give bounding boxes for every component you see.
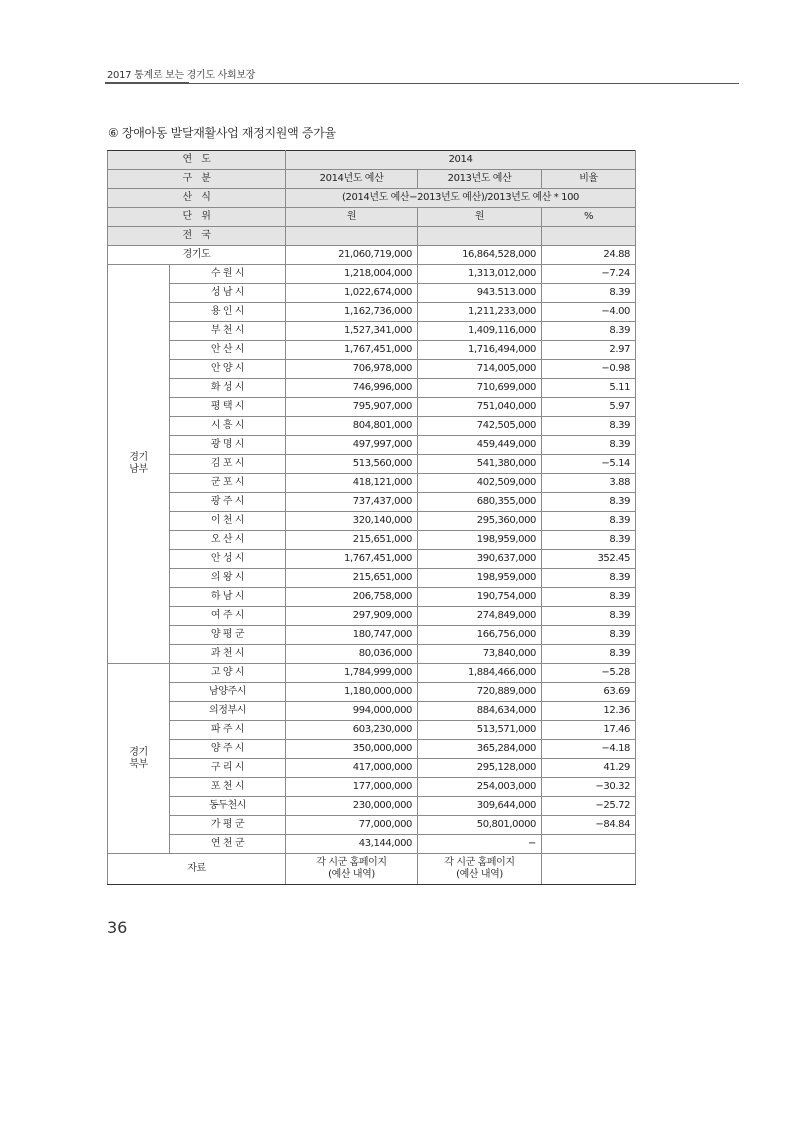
budget-2014: 180,747,000 [286, 626, 418, 645]
table-row [108, 759, 636, 778]
growth-rate: −25.72 [542, 797, 636, 816]
budget-2014: 77,000,000 [286, 816, 418, 835]
growth-rate: −0.98 [542, 360, 636, 379]
city-name: 파 주 시 [170, 721, 286, 740]
growth-rate: −84.84 [542, 816, 636, 835]
header-value: 2014 [286, 151, 636, 170]
budget-2014: 1,180,000,000 [286, 683, 418, 702]
budget-2014: 994,000,000 [286, 702, 418, 721]
province-name: 경기도 [108, 246, 286, 265]
table-row [108, 740, 636, 759]
city-name: 광 주 시 [170, 493, 286, 512]
header-cell [286, 227, 418, 246]
budget-2014: 706,978,000 [286, 360, 418, 379]
growth-rate: 8.39 [542, 417, 636, 436]
table-row [108, 360, 636, 379]
city-name: 안 산 시 [170, 341, 286, 360]
header-rule [105, 82, 189, 84]
budget-2013: 1,716,494,000 [418, 341, 542, 360]
page-number: 36 [107, 918, 128, 937]
header-label: 단 위 [108, 208, 286, 227]
city-name: 김 포 시 [170, 455, 286, 474]
budget-2014: 1,767,451,000 [286, 341, 418, 360]
header-cell: 2014년도 예산 [286, 170, 418, 189]
budget-2013: 16,864,528,000 [418, 246, 542, 265]
table-row [108, 265, 636, 284]
city-name: 의 왕 시 [170, 569, 286, 588]
budget-2013: 295,360,000 [418, 512, 542, 531]
city-name: 안 양 시 [170, 360, 286, 379]
header-row-unit [108, 208, 636, 227]
budget-2013: 459,449,000 [418, 436, 542, 455]
table-row [108, 778, 636, 797]
budget-2014: 497,997,000 [286, 436, 418, 455]
budget-2013: − [418, 835, 542, 854]
budget-2014: 43,144,000 [286, 835, 418, 854]
table-row [108, 379, 636, 398]
budget-2013: 166,756,000 [418, 626, 542, 645]
city-name: 군 포 시 [170, 474, 286, 493]
city-name: 구 리 시 [170, 759, 286, 778]
growth-rate: 8.39 [542, 531, 636, 550]
table-row [108, 607, 636, 626]
budget-2014: 1,527,341,000 [286, 322, 418, 341]
growth-rate: 8.39 [542, 607, 636, 626]
table-row [108, 436, 636, 455]
city-name: 시 흥 시 [170, 417, 286, 436]
growth-rate: 8.39 [542, 626, 636, 645]
budget-2013: 295,128,000 [418, 759, 542, 778]
header-row-nation [108, 227, 636, 246]
city-name: 의정부시 [170, 702, 286, 721]
source-row [108, 854, 636, 885]
growth-rate: 3.88 [542, 474, 636, 493]
city-name: 남양주시 [170, 683, 286, 702]
budget-2014: 320,140,000 [286, 512, 418, 531]
budget-2014: 1,218,004,000 [286, 265, 418, 284]
city-name: 하 남 시 [170, 588, 286, 607]
section-title: ⑥ 장애아동 발달재활사업 재정지원액 증가율 [108, 126, 336, 140]
city-name: 동두천시 [170, 797, 286, 816]
table-row [108, 683, 636, 702]
city-name: 연 천 군 [170, 835, 286, 854]
budget-2014: 206,758,000 [286, 588, 418, 607]
header-cell: 원 [286, 208, 418, 227]
table-row [108, 341, 636, 360]
city-name: 안 성 시 [170, 550, 286, 569]
city-name: 광 명 시 [170, 436, 286, 455]
header-cell [542, 227, 636, 246]
growth-rate: 352.45 [542, 550, 636, 569]
growth-rate: 2.97 [542, 341, 636, 360]
budget-2014: 795,907,000 [286, 398, 418, 417]
budget-2014: 737,437,000 [286, 493, 418, 512]
budget-2013: 198,959,000 [418, 531, 542, 550]
region-group-label: 경기 북부 [108, 664, 170, 854]
budget-2013: 402,509,000 [418, 474, 542, 493]
source-cell: 각 시군 홈페이지 (예산 내역) [418, 854, 542, 885]
budget-2013: 1,884,466,000 [418, 664, 542, 683]
growth-rate: −30.32 [542, 778, 636, 797]
table-row [108, 626, 636, 645]
budget-2013: 254,003,000 [418, 778, 542, 797]
budget-2014: 230,000,000 [286, 797, 418, 816]
budget-2014: 804,801,000 [286, 417, 418, 436]
province-row [108, 246, 636, 265]
growth-rate [542, 835, 636, 854]
budget-2013: 390,637,000 [418, 550, 542, 569]
budget-2013: 190,754,000 [418, 588, 542, 607]
city-name: 평 택 시 [170, 398, 286, 417]
budget-2014: 215,651,000 [286, 531, 418, 550]
growth-rate: 12.36 [542, 702, 636, 721]
budget-2013: 541,380,000 [418, 455, 542, 474]
growth-rate: 5.11 [542, 379, 636, 398]
growth-rate: 8.39 [542, 436, 636, 455]
budget-2014: 513,560,000 [286, 455, 418, 474]
growth-rate: 63.69 [542, 683, 636, 702]
header-cell: 2013년도 예산 [418, 170, 542, 189]
growth-rate: 41.29 [542, 759, 636, 778]
growth-rate: −5.28 [542, 664, 636, 683]
growth-rate: 5.97 [542, 398, 636, 417]
header-label: 전 국 [108, 227, 286, 246]
budget-2013: 73,840,000 [418, 645, 542, 664]
growth-rate: 8.39 [542, 588, 636, 607]
city-name: 양 평 군 [170, 626, 286, 645]
budget-2014: 603,230,000 [286, 721, 418, 740]
table-row [108, 417, 636, 436]
budget-2014: 1,784,999,000 [286, 664, 418, 683]
budget-2013: 1,409,116,000 [418, 322, 542, 341]
running-head: 2017 통계로 보는 경기도 사회보장 [107, 70, 256, 81]
table-row [108, 303, 636, 322]
budget-2014: 21,060,719,000 [286, 246, 418, 265]
table-row [108, 569, 636, 588]
growth-rate: 24.88 [542, 246, 636, 265]
table-row [108, 455, 636, 474]
table-row [108, 835, 636, 854]
growth-rate: −4.18 [542, 740, 636, 759]
region-group-label: 경기 남부 [108, 265, 170, 664]
growth-rate: 8.39 [542, 512, 636, 531]
table-row [108, 797, 636, 816]
table-row [108, 531, 636, 550]
growth-rate: −4.00 [542, 303, 636, 322]
header-row-year [108, 151, 636, 170]
growth-rate: 8.39 [542, 645, 636, 664]
budget-2014: 1,767,451,000 [286, 550, 418, 569]
header-value: (2014년도 예산−2013년도 예산)/2013년도 예산 * 100 [286, 189, 636, 208]
city-name: 성 남 시 [170, 284, 286, 303]
budget-2014: 1,162,736,000 [286, 303, 418, 322]
growth-rate: 8.39 [542, 284, 636, 303]
city-name: 이 천 시 [170, 512, 286, 531]
city-name: 가 평 군 [170, 816, 286, 835]
budget-2013: 198,959,000 [418, 569, 542, 588]
header-cell: 비율 [542, 170, 636, 189]
city-name: 여 주 시 [170, 607, 286, 626]
city-name: 부 천 시 [170, 322, 286, 341]
budget-2013: 884,634,000 [418, 702, 542, 721]
budget-2014: 1,022,674,000 [286, 284, 418, 303]
table-row [108, 816, 636, 835]
city-name: 과 천 시 [170, 645, 286, 664]
table-row [108, 512, 636, 531]
source-cell: 각 시군 홈페이지 (예산 내역) [286, 854, 418, 885]
city-name: 양 주 시 [170, 740, 286, 759]
budget-2014: 350,000,000 [286, 740, 418, 759]
growth-rate: 17.46 [542, 721, 636, 740]
budget-2013: 742,505,000 [418, 417, 542, 436]
header-cell [418, 227, 542, 246]
budget-2014: 297,909,000 [286, 607, 418, 626]
table-row [108, 284, 636, 303]
header-row-type [108, 170, 636, 189]
table-row [108, 474, 636, 493]
header-cell: 원 [418, 208, 542, 227]
table-row [108, 588, 636, 607]
budget-2013: 710,699,000 [418, 379, 542, 398]
budget-2013: 943.513.000 [418, 284, 542, 303]
growth-rate: 8.39 [542, 322, 636, 341]
table-row [108, 493, 636, 512]
table-row [108, 702, 636, 721]
table-row [108, 550, 636, 569]
budget-2014: 417,000,000 [286, 759, 418, 778]
header-row-formula [108, 189, 636, 208]
city-name: 용 인 시 [170, 303, 286, 322]
budget-2013: 50,801,0000 [418, 816, 542, 835]
budget-2013: 513,571,000 [418, 721, 542, 740]
city-name: 수 원 시 [170, 265, 286, 284]
budget-2013: 365,284,000 [418, 740, 542, 759]
header-label: 구 분 [108, 170, 286, 189]
budget-2014: 215,651,000 [286, 569, 418, 588]
budget-2013: 1,313,012,000 [418, 265, 542, 284]
source-cell [542, 854, 636, 885]
header-label: 연 도 [108, 151, 286, 170]
budget-2013: 680,355,000 [418, 493, 542, 512]
table-row [108, 398, 636, 417]
budget-2014: 177,000,000 [286, 778, 418, 797]
budget-2013: 751,040,000 [418, 398, 542, 417]
city-name: 오 산 시 [170, 531, 286, 550]
header-cell: % [542, 208, 636, 227]
growth-rate: −7.24 [542, 265, 636, 284]
budget-table [107, 150, 636, 885]
budget-2013: 720,889,000 [418, 683, 542, 702]
source-label: 자료 [108, 854, 286, 885]
growth-rate: 8.39 [542, 569, 636, 588]
budget-2014: 746,996,000 [286, 379, 418, 398]
budget-2013: 274,849,000 [418, 607, 542, 626]
city-name: 고 양 시 [170, 664, 286, 683]
budget-2013: 309,644,000 [418, 797, 542, 816]
header-rule-thin [189, 83, 739, 84]
table-row [108, 322, 636, 341]
growth-rate: 8.39 [542, 493, 636, 512]
growth-rate: −5.14 [542, 455, 636, 474]
budget-2014: 80,036,000 [286, 645, 418, 664]
table-row [108, 645, 636, 664]
table-row [108, 664, 636, 683]
header-label: 산 식 [108, 189, 286, 208]
budget-2014: 418,121,000 [286, 474, 418, 493]
table-row [108, 721, 636, 740]
budget-2013: 1,211,233,000 [418, 303, 542, 322]
budget-2013: 714,005,000 [418, 360, 542, 379]
city-name: 화 성 시 [170, 379, 286, 398]
city-name: 포 천 시 [170, 778, 286, 797]
